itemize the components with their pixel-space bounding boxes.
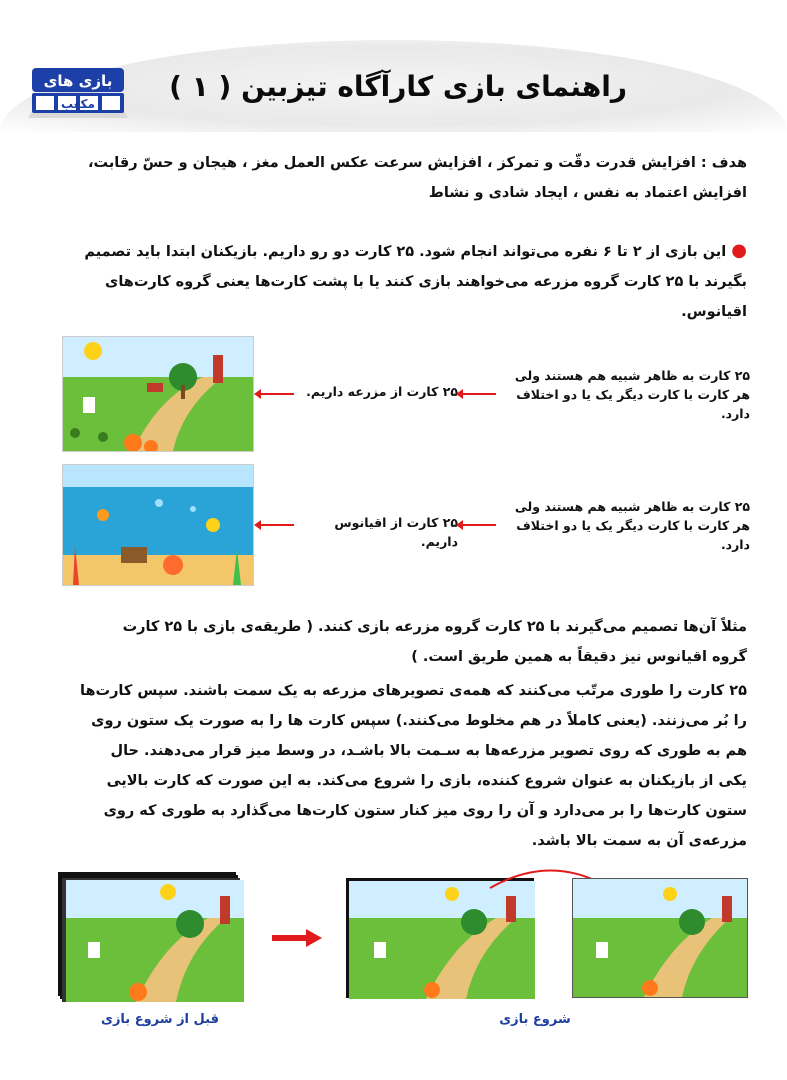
rules-line: یکی از بازیکنان به عنوان شروع کننده، بازی را شروع می‌کند. به این صورت که کارت بالایی — [106, 773, 747, 789]
logo-text-top: بازی های — [43, 72, 113, 90]
intro-line: اقیانوس. — [681, 304, 747, 320]
farm-card-label: ۲۵ کارت از مزرعه داریم. — [306, 384, 458, 399]
rules-line: هم به طوری که روی تصویر مزرعه‌ها به سـمت بالا باشـد، در وسط میز قرار می‌دهند. حال — [110, 743, 747, 759]
example-line: مثلاً آن‌ها تصمیم می‌گیرند با ۲۵ کارت گروه مزرعه بازی کنند. ( طریقه‌ی بازی با ۲۵ کارت — [122, 619, 747, 635]
goal-line: افزایش اعتماد به نفس ، ایجاد شادی و نشاط — [428, 185, 747, 201]
card-stack-before — [58, 872, 248, 1006]
page-title: راهنمای بازی کارآگاه تیزبین ( ۱ ) — [169, 70, 627, 103]
caption-start: شروع بازی — [499, 1012, 571, 1027]
intro-line: این بازی از ۲ تا ۶ نفره می‌تواند انجام شود. ۲۵ کارت دو رو داریم. بازیکنان ابتدا باید تصمیم — [84, 244, 727, 260]
bullet-icon: ● — [731, 240, 747, 261]
note-line: ۲۵ کارت به ظاهر شبیه هم هستند ولی — [514, 499, 750, 514]
note-line: دارد. — [720, 406, 750, 421]
arrow-left-icon — [260, 393, 294, 395]
brand-logo — [18, 62, 138, 118]
note-line: ۲۵ کارت به ظاهر شبیه هم هستند ولی — [514, 368, 750, 383]
ocean-card-image — [62, 464, 254, 586]
caption-before-start: قبل از شروع بازی — [101, 1012, 219, 1027]
rules-line: مزرعه‌ی آن به سمت بالا باشد. — [531, 833, 747, 849]
farm-card-image — [62, 336, 254, 452]
note-line: هر کارت با کارت دیگر یک یا دو اختلاف — [516, 387, 750, 402]
rules-line: ستون کارت‌ها را بر می‌دارد و آن را روی میز کنار ستون کارت‌ها می‌گذارد به طوری که روی — [103, 803, 747, 819]
rules-line: ۲۵ کارت را طوری مرتّب می‌کنند که همه‌ی تصویرهای مزرعه به یک سمت باشند. سپس کارت‌ها — [80, 683, 747, 699]
intro-text — [37, 236, 747, 327]
rules-text — [37, 676, 747, 856]
goal-text — [37, 148, 747, 208]
farm-card-note — [490, 366, 750, 423]
goal-line: هدف : افزایش قدرت دقّت و تمرکز ، افزایش سرعت عکس العمل مغز ، هیجان و حسّ رقابت، — [87, 155, 747, 171]
moved-card — [572, 878, 752, 1002]
ocean-card-note — [490, 497, 750, 554]
intro-line: بگیرند با ۲۵ کارت گروه مزرعه می‌خواهند بازی کنند یا با پشت کارت‌ها یعنی گروه کارت‌های — [105, 274, 747, 290]
note-line: هر کارت با کارت دیگر یک یا دو اختلاف — [516, 518, 750, 533]
arrow-right-icon — [272, 928, 322, 948]
arrow-left-icon — [260, 524, 294, 526]
logo-text-bottom: مکعب — [61, 97, 95, 111]
example-line: گروه اقیانوس نیز دقیقاً به همین طریق است. ) — [411, 649, 747, 665]
card-stack-start — [346, 878, 538, 1002]
ocean-card-label: ۲۵ کارت از اقیانوس داریم. — [334, 515, 458, 549]
note-line: دارد. — [720, 537, 750, 552]
example-text — [37, 612, 747, 672]
rules-line: را بُر می‌زنند. (یعنی کاملاً در هم مخلوط می‌کنند.) سپس کارت ها را به صورت یک ستون روی — [91, 713, 747, 729]
